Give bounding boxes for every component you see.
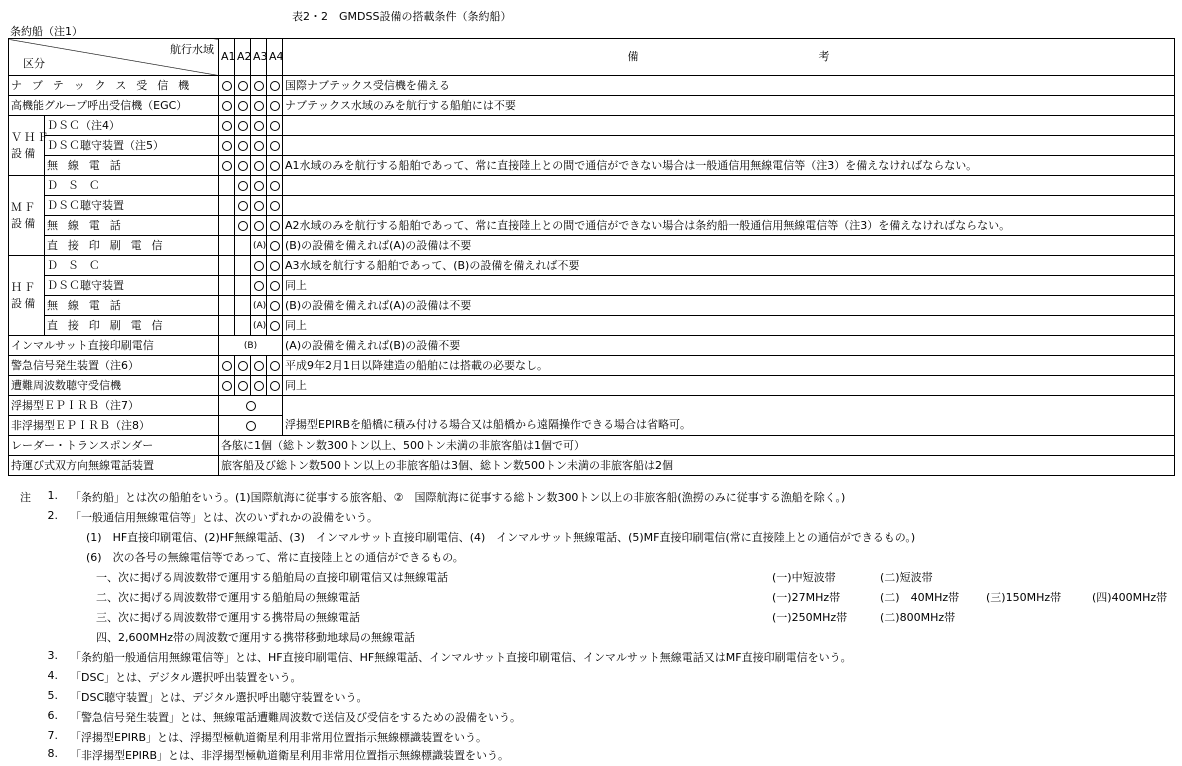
table-row (9, 116, 1175, 136)
note-number: 6. (47, 709, 58, 722)
band-label: (一)250MHz帯 (772, 611, 848, 624)
table-row (9, 96, 1175, 116)
table-row (9, 196, 1175, 216)
circle-mark (222, 381, 232, 391)
note-3: 「条約船一般通信用無線電信等」とは、HF直接印刷電信、HF無線電話、インマルサット直接印刷電信、インマルサット無線電話又はMF直接印刷電信をいう。 (70, 651, 852, 664)
row-label: ナブテックス受信機 (9, 76, 219, 96)
note-number: 4. (47, 669, 58, 682)
circle-mark (270, 261, 280, 271)
note-2-item-6: (6) 次の各号の無線電信等であって、常に直接陸上との通信ができるもの。 (86, 551, 464, 564)
band-label: (三)150MHz帯 (986, 591, 1062, 604)
note-2-item-1: (1) HF直接印刷電信、(2)HF無線電話、(3) インマルサット直接印刷電信、(4) インマルサット無線電話、(5)MF直接印刷電信(常に直接陸上との通信ができるもの。) (86, 531, 916, 544)
row-remark: (B)の設備を備えれば(A)の設備は不要 (283, 296, 1175, 316)
row-remark (283, 396, 1175, 416)
circle-mark (238, 381, 248, 391)
circle-mark (270, 241, 280, 251)
band-label: (一)中短波帯 (772, 571, 836, 584)
row-remark: 浮揚型EPIRBを船橋に積み付ける場合又は船橋から遠隔操作できる場合は省略可。 (283, 416, 1175, 436)
table-row (9, 336, 1175, 356)
circle-mark (238, 181, 248, 191)
band-label: (二)800MHz帯 (880, 611, 956, 624)
circle-mark (270, 381, 280, 391)
note-4: 「DSC」とは、デジタル選択呼出装置をいう。 (70, 671, 302, 684)
row-label: インマルサット直接印刷電信 (9, 336, 219, 356)
row-remark (283, 196, 1175, 216)
circle-mark (270, 161, 280, 171)
circle-mark (238, 101, 248, 111)
note-6: 「警急信号発生装置」とは、無線電話遭難周波数で送信及び受信をするための設備をいう。 (70, 711, 521, 724)
band-label: (二)短波帯 (880, 571, 933, 584)
mark-b: (B) (219, 336, 283, 356)
row-label: 非浮揚型ＥＰＩＲＢ（注8） (9, 416, 219, 436)
page-title: 表2・2 GMDSS設備の搭載条件（条約船） (292, 10, 512, 23)
circle-mark (238, 81, 248, 91)
note-number: 8. (47, 747, 58, 760)
row-label: ＤＳＣ (45, 256, 219, 276)
circle-mark (254, 161, 264, 171)
row-remark (283, 176, 1175, 196)
circle-mark (270, 181, 280, 191)
header-a2: A2 (235, 39, 251, 76)
mark-a: (A) (251, 316, 267, 336)
circle-mark (254, 381, 264, 391)
circle-mark (270, 121, 280, 131)
group-mf: ＭＦ 設備 (9, 176, 45, 256)
table-row (9, 456, 1175, 476)
band-label: (四)400MHz帯 (1092, 591, 1168, 604)
row-remark: 各舷に1個（総トン数300トン以上、500トン未満の非旅客船は1個で可） (219, 436, 1175, 456)
row-label: 警急信号発生装置（注6） (9, 356, 219, 376)
circle-mark (254, 221, 264, 231)
table-row (9, 176, 1175, 196)
note-sub-2: 二、次に掲げる周波数帯で運用する船舶局の無線電話 (96, 591, 360, 604)
row-label: ＤＳＣ聴守装置 (45, 196, 219, 216)
note-1: 「条約船」とは次の船舶をいう。(1)国際航海に従事する旅客船、② 国際航海に従事する総トン数300トン以上の非旅客船(漁撈のみに従事する漁船を除く。) (70, 491, 846, 504)
header-a4: A4 (267, 39, 283, 76)
header-a1: A1 (219, 39, 235, 76)
circle-mark (222, 121, 232, 131)
circle-mark (270, 301, 280, 311)
band-label: (二) 40MHz帯 (880, 591, 960, 604)
table-row (9, 256, 1175, 276)
row-label: 直接印刷電信 (45, 316, 219, 336)
row-remark: 国際ナブテックス受信機を備える (283, 76, 1175, 96)
circle-mark (270, 101, 280, 111)
circle-mark (222, 361, 232, 371)
circle-mark (246, 421, 256, 431)
note-sub-4: 四、2,600MHz帯の周波数で運用する携帯移動地球局の無線電話 (96, 631, 416, 644)
gmdss-table (8, 38, 1175, 476)
row-label: 持運び式双方向無線電話装置 (9, 456, 219, 476)
group-vhf: ＶＨＦ 設備 (9, 116, 45, 176)
note-number: 3. (47, 649, 58, 662)
circle-mark (222, 81, 232, 91)
circle-mark (270, 81, 280, 91)
row-remark: 同上 (283, 376, 1175, 396)
circle-mark (222, 101, 232, 111)
circle-mark (270, 361, 280, 371)
row-label: ＤＳＣ (45, 176, 219, 196)
row-label: 直接印刷電信 (45, 236, 219, 256)
circle-mark (254, 181, 264, 191)
row-remark: (B)の設備を備えれば(A)の設備は不要 (283, 236, 1175, 256)
circle-mark (238, 361, 248, 371)
row-label: ＤＳＣ（注4） (45, 116, 219, 136)
circle-mark (222, 141, 232, 151)
circle-mark (222, 161, 232, 171)
row-remark: A3水域を航行する船舶であって、(B)の設備を備えれば不要 (283, 256, 1175, 276)
header-remarks: 備 考 (283, 39, 1175, 76)
group-hf: ＨＦ 設備 (9, 256, 45, 336)
circle-mark (238, 221, 248, 231)
row-remark: A1水域のみを航行する船舶であって、常に直接陸上との間で通信ができない場合は一般通信用無線電信等（注3）を備えなければならない。 (283, 156, 1175, 176)
row-label: 無線電話 (45, 216, 219, 236)
table-row (9, 376, 1175, 396)
note-number: 5. (47, 689, 58, 702)
circle-mark (270, 221, 280, 231)
row-remark: (A)の設備を備えれば(B)の設備不要 (283, 336, 1175, 356)
row-label: 遭難周波数聴守受信機 (9, 376, 219, 396)
row-remark: 平成9年2月1日以降建造の船舶には搭載の必要なし。 (283, 356, 1175, 376)
header-row (9, 39, 1175, 76)
row-remark (283, 136, 1175, 156)
row-label: ＤＳＣ聴守装置（注5） (45, 136, 219, 156)
mark-a: (A) (251, 296, 267, 316)
table-row (9, 76, 1175, 96)
table-row (9, 396, 1175, 416)
table-row (9, 436, 1175, 456)
note-number: 7. (47, 729, 58, 742)
row-remark (283, 116, 1175, 136)
circle-mark (270, 201, 280, 211)
header-division: 区分 (23, 57, 45, 70)
circle-mark (254, 141, 264, 151)
table-row (9, 136, 1175, 156)
row-label: レーダー・トランスポンダー (9, 436, 219, 456)
note-number: 2. (47, 509, 58, 522)
table-row (9, 296, 1175, 316)
row-remark: 同上 (283, 276, 1175, 296)
notes-label: 注 (20, 491, 31, 504)
note-2: 「一般通信用無線電信等」とは、次のいずれかの設備をいう。 (70, 511, 378, 524)
circle-mark (254, 201, 264, 211)
table-row (9, 216, 1175, 236)
table-row (9, 156, 1175, 176)
row-remark: A2水域のみを航行する船舶であって、常に直接陸上との間で通信ができない場合は条約船一般通信用無線電信等（注3）を備えなければならない。 (283, 216, 1175, 236)
row-remark: 同上 (283, 316, 1175, 336)
row-remark: ナブテックス水域のみを航行する船舶には不要 (283, 96, 1175, 116)
circle-mark (238, 141, 248, 151)
row-label: 浮揚型ＥＰＩＲＢ（注7） (9, 396, 219, 416)
note-7: 「浮揚型EPIRB」とは、浮揚型極軌道衛星利用非常用位置指示無線標識装置をいう。 (70, 731, 488, 744)
row-label: 無線電話 (45, 156, 219, 176)
note-sub-3: 三、次に掲げる周波数帯で運用する携帯局の無線電話 (96, 611, 360, 624)
row-label: 無線電話 (45, 296, 219, 316)
circle-mark (238, 161, 248, 171)
circle-mark (254, 281, 264, 291)
circle-mark (254, 261, 264, 271)
row-remark: 旅客船及び総トン数500トン以上の非旅客船は3個、総トン数500トン未満の非旅客船は2個 (219, 456, 1175, 476)
header-water-area: 航行水域 (170, 43, 214, 56)
table-row (9, 276, 1175, 296)
note-8: 「非浮揚型EPIRB」とは、非浮揚型極軌道衛星利用非常用位置指示無線標識装置をいう。 (70, 749, 510, 762)
circle-mark (270, 281, 280, 291)
circle-mark (238, 201, 248, 211)
mark-a: (A) (251, 236, 267, 256)
note-sub-1: 一、次に掲げる周波数帯で運用する船舶局の直接印刷電信又は無線電話 (96, 571, 448, 584)
row-label: ＤＳＣ聴守装置 (45, 276, 219, 296)
table-row (9, 316, 1175, 336)
header-diagonal-cell (9, 39, 219, 76)
circle-mark (270, 321, 280, 331)
circle-mark (254, 361, 264, 371)
row-label: 高機能グループ呼出受信機（EGC） (9, 96, 219, 116)
circle-mark (270, 141, 280, 151)
circle-mark (254, 81, 264, 91)
table-row (9, 416, 1175, 436)
circle-mark (254, 101, 264, 111)
table-row (9, 236, 1175, 256)
note-number: 1. (47, 489, 58, 502)
band-label: (一)27MHz帯 (772, 591, 841, 604)
table-subtitle: 条約船（注1） (10, 25, 83, 38)
circle-mark (238, 121, 248, 131)
table-row (9, 356, 1175, 376)
header-a3: A3 (251, 39, 267, 76)
circle-mark (254, 121, 264, 131)
circle-mark (246, 401, 256, 411)
note-5: 「DSC聴守装置」とは、デジタル選択呼出聴守装置をいう。 (70, 691, 368, 704)
